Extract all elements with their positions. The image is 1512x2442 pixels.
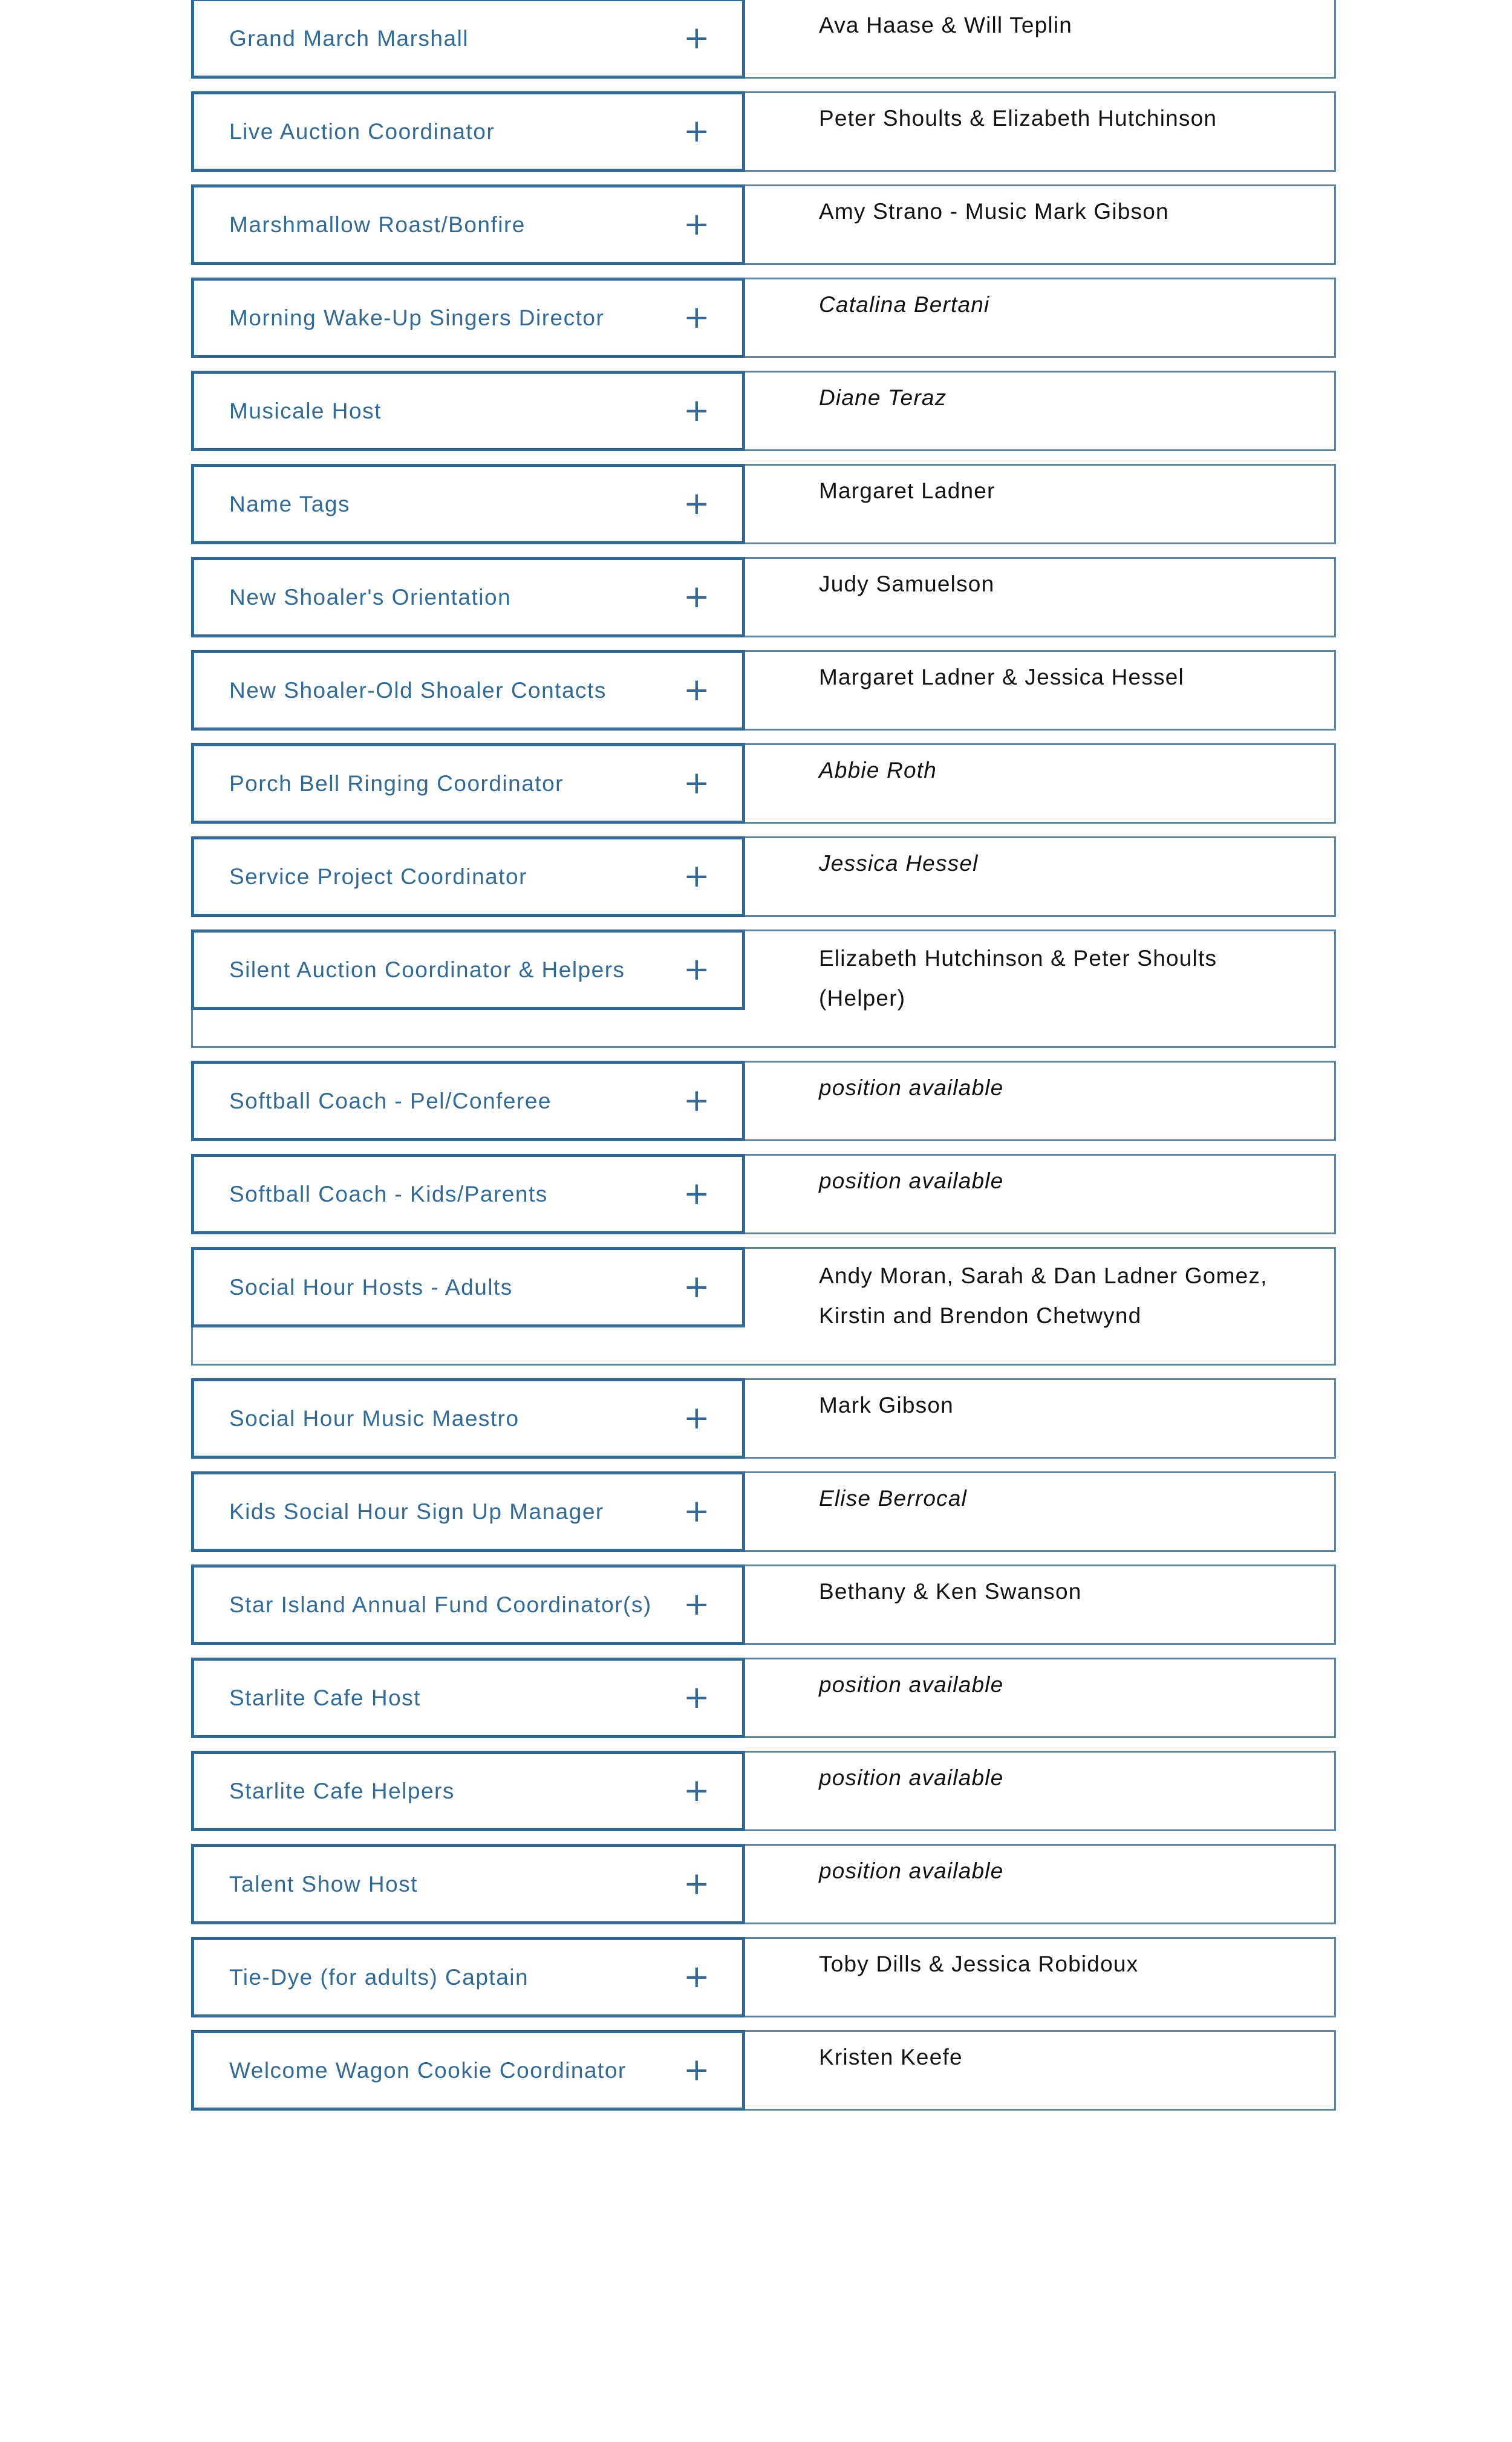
role-title: Social Hour Hosts - Adults: [229, 1275, 513, 1300]
role-assignee: position available: [819, 1168, 1004, 1193]
plus-icon[interactable]: +: [683, 858, 710, 894]
role-toggle[interactable]: [191, 1844, 745, 1924]
role-row: [191, 184, 1336, 265]
role-title: New Shoaler-Old Shoaler Contacts: [229, 678, 607, 703]
role-assignee: Kristen Keefe: [819, 2045, 963, 2069]
role-title: Softball Coach - Kids/Parents: [229, 1182, 548, 1206]
plus-icon[interactable]: +: [683, 1773, 710, 1809]
role-assignee: Elizabeth Hutchinson & Peter Shoults (Helper): [819, 946, 1217, 1011]
role-row: [191, 1471, 1336, 1552]
role-row: [191, 464, 1336, 544]
role-assignee: Toby Dills & Jessica Robidoux: [819, 1952, 1139, 1976]
role-assignee: Bethany & Ken Swanson: [819, 1579, 1082, 1604]
role-toggle[interactable]: [191, 1937, 745, 2017]
role-toggle[interactable]: [191, 1154, 745, 1234]
plus-icon[interactable]: +: [683, 1400, 710, 1436]
role-assignee: Diane Teraz: [819, 385, 947, 410]
plus-icon[interactable]: +: [683, 392, 710, 429]
plus-icon[interactable]: +: [683, 299, 710, 336]
plus-icon[interactable]: +: [683, 1959, 710, 1995]
role-assignee: Abbie Roth: [819, 758, 937, 783]
role-assignee: Margaret Ladner: [819, 478, 996, 503]
role-toggle[interactable]: [191, 1751, 745, 1831]
role-toggle[interactable]: [191, 1565, 745, 1645]
role-assignee: position available: [819, 1858, 1004, 1883]
plus-icon[interactable]: +: [683, 951, 710, 988]
role-title: Starlite Cafe Helpers: [229, 1779, 455, 1803]
role-toggle[interactable]: [191, 278, 745, 358]
role-toggle[interactable]: [191, 464, 745, 544]
role-assignee: position available: [819, 1765, 1004, 1790]
role-assignee: Amy Strano - Music Mark Gibson: [819, 199, 1169, 224]
plus-icon[interactable]: +: [683, 206, 710, 243]
role-assignee: Catalina Bertani: [819, 292, 990, 317]
role-row: [191, 1751, 1336, 1831]
plus-icon[interactable]: +: [683, 1586, 710, 1623]
role-assignee: Judy Samuelson: [819, 571, 995, 596]
role-toggle[interactable]: [191, 930, 745, 1010]
role-assignee: position available: [819, 1075, 1004, 1100]
role-row: [191, 1658, 1336, 1738]
role-row: [191, 0, 1336, 79]
role-title: Name Tags: [229, 492, 350, 516]
plus-icon[interactable]: +: [683, 1269, 710, 1305]
plus-icon[interactable]: +: [683, 1083, 710, 1119]
role-title: Porch Bell Ringing Coordinator: [229, 771, 564, 796]
role-title: Kids Social Hour Sign Up Manager: [229, 1499, 604, 1524]
role-toggle[interactable]: [191, 1378, 745, 1459]
role-toggle[interactable]: [191, 1061, 745, 1141]
plus-icon[interactable]: +: [683, 579, 710, 615]
role-assignee: Elise Berrocal: [819, 1486, 968, 1511]
role-toggle[interactable]: [191, 91, 745, 172]
role-row: [191, 1378, 1336, 1459]
plus-icon[interactable]: +: [683, 1866, 710, 1902]
role-assignee: position available: [819, 1672, 1004, 1697]
plus-icon[interactable]: +: [683, 20, 710, 56]
role-row: [191, 91, 1336, 172]
role-title: Silent Auction Coordinator & Helpers: [229, 957, 625, 982]
role-assignee: Ava Haase & Will Teplin: [819, 13, 1073, 37]
role-row: [191, 1154, 1336, 1234]
plus-icon[interactable]: +: [683, 1679, 710, 1716]
role-row: [191, 836, 1336, 917]
role-title: Welcome Wagon Cookie Coordinator: [229, 2058, 627, 2083]
role-toggle[interactable]: [191, 557, 745, 637]
role-title: Live Auction Coordinator: [229, 119, 495, 144]
role-row: [191, 1844, 1336, 1924]
role-title: Grand March Marshall: [229, 26, 469, 51]
role-title: Service Project Coordinator: [229, 864, 527, 889]
plus-icon[interactable]: +: [683, 2052, 710, 2088]
role-title: Social Hour Music Maestro: [229, 1406, 520, 1431]
role-row: [191, 650, 1336, 731]
role-title: Talent Show Host: [229, 1872, 418, 1897]
plus-icon[interactable]: +: [683, 672, 710, 708]
role-toggle[interactable]: [191, 650, 745, 731]
role-assignee: Mark Gibson: [819, 1393, 954, 1418]
role-toggle[interactable]: [191, 1471, 745, 1552]
role-assignee: Andy Moran, Sarah & Dan Ladner Gomez, Kirstin and Brendon Chetwynd: [819, 1263, 1268, 1328]
volunteer-roles-list: [191, 0, 1336, 2123]
role-toggle[interactable]: [191, 2030, 745, 2111]
role-row: [191, 1565, 1336, 1645]
role-toggle[interactable]: [191, 1658, 745, 1738]
role-toggle[interactable]: [191, 371, 745, 451]
role-row: [191, 743, 1336, 824]
role-row: [191, 1061, 1336, 1141]
role-title: Marshmallow Roast/Bonfire: [229, 212, 526, 237]
role-toggle[interactable]: [191, 743, 745, 824]
plus-icon[interactable]: +: [683, 765, 710, 801]
role-title: Star Island Annual Fund Coordinator(s): [229, 1592, 652, 1617]
role-toggle[interactable]: [191, 836, 745, 917]
role-title: New Shoaler's Orientation: [229, 585, 512, 610]
role-toggle[interactable]: [191, 1247, 745, 1327]
role-row: [191, 278, 1336, 358]
role-assignee: Margaret Ladner & Jessica Hessel: [819, 665, 1184, 689]
role-assignee: Jessica Hessel: [819, 851, 979, 876]
plus-icon[interactable]: +: [683, 1176, 710, 1212]
plus-icon[interactable]: +: [683, 1493, 710, 1529]
role-toggle[interactable]: [191, 0, 745, 79]
role-row: [191, 2030, 1336, 2111]
role-title: Tie-Dye (for adults) Captain: [229, 1965, 529, 1990]
role-row: [191, 1247, 1336, 1366]
role-assignee: Peter Shoults & Elizabeth Hutchinson: [819, 106, 1217, 131]
plus-icon[interactable]: +: [683, 486, 710, 522]
role-toggle[interactable]: [191, 184, 745, 265]
role-title: Morning Wake-Up Singers Director: [229, 305, 605, 330]
role-row: [191, 1937, 1336, 2017]
role-row: [191, 557, 1336, 637]
plus-icon[interactable]: +: [683, 113, 710, 149]
role-row: [191, 930, 1336, 1048]
role-title: Starlite Cafe Host: [229, 1685, 421, 1710]
role-title: Softball Coach - Pel/Conferee: [229, 1089, 552, 1113]
role-title: Musicale Host: [229, 399, 382, 423]
role-row: [191, 371, 1336, 451]
